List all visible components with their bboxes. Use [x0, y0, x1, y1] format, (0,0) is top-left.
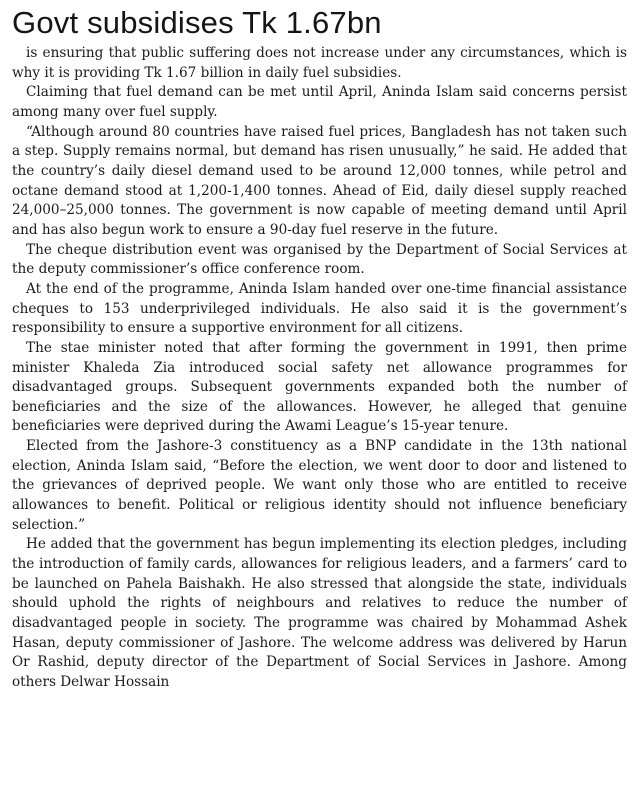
paragraph-5: At the end of the programme, Aninda Islam handed over one-time financial assistance cheques to 153 underprivileged individuals. He also said it is the government’s responsibility to ensure a supportive environment for all citizens.: [12, 280, 627, 337]
article: [12, 4, 627, 693]
paragraph-8: He added that the government has begun implementing its election pledges, including the introduction of family cards, allowances for religious leaders, and a farmers’ card to be launched on Pahela Baishakh. He also stressed that alongside the state, individuals should uphold the rights of neighbours and relatives to reduce the number of disadvantaged people in society. The programme was chaired by Mohammad Ashek Hasan, deputy commissioner of Jashore. The welcome address was delivered by Harun Or Rashid, deputy director of the Department of Social Services in Jashore. Among others Delwar Hossain: [12, 536, 627, 690]
paragraph-3: “Although around 80 countries have raised fuel prices, Bangladesh has not taken such a step. Supply remains normal, but demand has risen unusually,” he said. He added that the country’s daily diesel demand used to be around 12,000 tonnes, while petrol and octane demand stood at 1,200-1,400 tonnes. Ahead of Eid, daily diesel supply reached 24,000–25,000 tonnes. The government is now capable of meeting demand until April and has also begun work to ensure a 90-day fuel reserve in the future.: [12, 123, 627, 238]
paragraph-4: The cheque distribution event was organised by the Department of Social Services at the deputy commissioner’s office conference room.: [12, 241, 627, 278]
paragraph-2: Claiming that fuel demand can be met until April, Aninda Islam said concerns persist among many over fuel supply.: [12, 84, 627, 120]
headline: Govt subsidises Tk 1.67bn: [12, 5, 382, 40]
paragraph-1: is ensuring that public suffering does not increase under any circumstances, which is why it is providing Tk 1.67 billion in daily fuel subsidies.: [12, 45, 627, 81]
paragraph-7: Elected from the Jashore-3 constituency as a BNP candidate in the 13th national election, Aninda Islam said, “Before the election, we went door to door and listened to the grievances of deprived people. We want only those who are entitled to receive allowances to benefit. Political or religious identity should not influence beneficiary selection.”: [12, 438, 627, 533]
paragraph-6: The stae minister noted that after forming the government in 1991, then prime minister Khaleda Zia introduced social safety net allowance programmes for disadvantaged groups. Subsequent governments expanded both the number of beneficiaries and the size of the allowances. However, he alleged that genuine beneficiaries were deprived during the Awami League’s 15-year tenure.: [12, 339, 627, 435]
article-body: [12, 44, 627, 693]
